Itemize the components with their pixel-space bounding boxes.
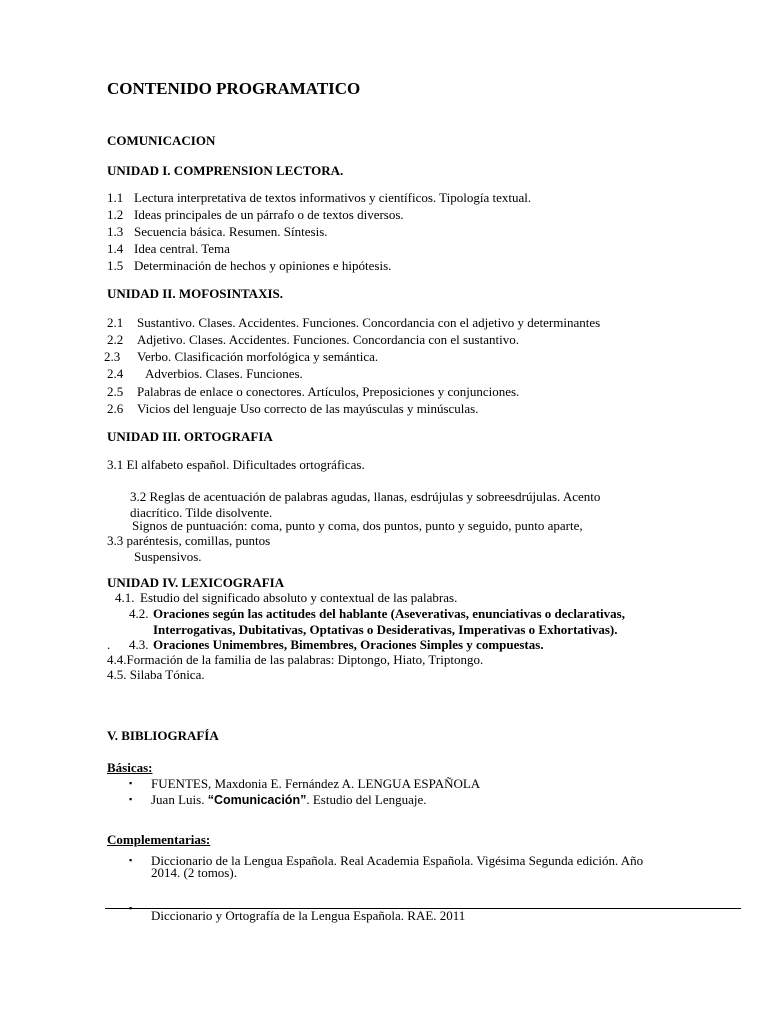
list-item-text: Verbo. Clasificación morfológica y semántica.: [137, 349, 379, 364]
bullet-icon: ▪: [129, 778, 133, 788]
complementary-item-2: Diccionario y Ortografía de la Lengua Española. RAE. 2011: [151, 908, 466, 923]
list-item-num: 2.1: [107, 315, 124, 330]
list-item-text: Ideas principales de un párrafo o de textos diversos.: [134, 207, 404, 222]
unit4-item-4: 4.4.Formación de la familia de las palabras: Diptongo, Hiato, Triptongo.: [107, 652, 484, 667]
subject-heading: COMUNICACION: [107, 133, 216, 148]
bullet-icon: ▪: [129, 855, 133, 865]
unit3-heading: UNIDAD III. ORTOGRAFIA: [107, 429, 273, 444]
list-item-text: Secuencia básica. Resumen. Síntesis.: [134, 224, 328, 239]
bullet-icon: ▪: [129, 794, 133, 804]
unit3-item-1: 3.1 El alfabeto español. Dificultades ortográficas.: [107, 457, 365, 472]
unit4-item-1-text: Estudio del significado absoluto y contextual de las palabras.: [140, 590, 458, 605]
unit2-heading: UNIDAD II. MOFOSINTAXIS.: [107, 286, 284, 301]
list-item-text: Adjetivo. Clases. Accidentes. Funciones. Concordancia con el sustantivo.: [137, 332, 519, 347]
list-item-num: 2.3: [104, 349, 121, 364]
complementary-item-1-line2: 2014. (2 tomos).: [151, 865, 237, 880]
page-title: CONTENIDO PROGRAMATICO: [107, 79, 361, 98]
unit3-item-2-line2: diacrítico. Tilde disolvente.: [130, 505, 273, 520]
list-item-text: Lectura interpretativa de textos informativos y científicos. Tipología textual.: [134, 190, 532, 205]
list-item-text: Determinación de hechos y opiniones e hipótesis.: [134, 258, 392, 273]
unit3-item-3-line1: Signos de puntuación: coma, punto y coma, dos puntos, punto y seguido, punto aparte,: [132, 518, 583, 533]
unit4-item-3-text: Oraciones Unimembres, Bimembres, Oraciones Simples y compuestas.: [153, 637, 544, 652]
list-item-num: 1.1: [107, 190, 124, 205]
unit4-item-2-line2: Interrogativas, Dubitativas, Optativas o Desiderativas, Imperativas o Exhortativas).: [153, 622, 618, 637]
unit1-heading: UNIDAD I. COMPRENSION LECTORA.: [107, 163, 344, 178]
basic-item-2-author: Juan Luis.: [151, 792, 208, 807]
list-item-num: 2.4: [107, 366, 124, 381]
basic-item-2-title: “Comunicación”: [207, 793, 307, 807]
list-item-num: 1.4: [107, 241, 124, 256]
list-item-num: 1.3: [107, 224, 124, 239]
unit4-heading: UNIDAD IV. LEXICOGRAFIA: [107, 575, 285, 590]
complementary-label: Complementarias:: [107, 832, 211, 847]
list-item-num: 1.2: [107, 207, 124, 222]
unit4-item-3-num: 4.3.: [129, 637, 149, 652]
unit3-item-3-line3: Suspensivos.: [134, 549, 202, 564]
unit4-item-3-dot: .: [107, 637, 111, 652]
unit3-item-2-line1: 3.2 Reglas de acentuación de palabras agudas, llanas, esdrújulas y sobreesdrújulas. Acento: [130, 489, 601, 504]
list-item-num: 2.2: [107, 332, 124, 347]
list-item-text: Idea central. Tema: [134, 241, 230, 256]
unit4-item-1-num: 4.1.: [115, 590, 135, 605]
list-item-num: 2.5: [107, 384, 124, 399]
unit4-item-5: 4.5. Silaba Tónica.: [107, 667, 205, 682]
basic-label: Básicas:: [107, 760, 153, 775]
bibliography-heading: V. BIBLIOGRAFÍA: [107, 728, 219, 743]
complementary-item-1-line1: Diccionario de la Lengua Española. Real Academia Española. Vigésima Segunda edición. Año: [151, 853, 644, 868]
list-item-text: Adverbios. Clases. Funciones.: [145, 366, 303, 381]
basic-item-2: [151, 792, 427, 808]
list-item-text: Vicios del lenguaje Uso correcto de las mayúsculas y minúsculas.: [137, 401, 479, 416]
basic-item-2-rest: . Estudio del Lenguaje.: [306, 792, 427, 807]
list-item-num: 2.6: [107, 401, 124, 416]
basic-item-1: FUENTES, Maxdonia E. Fernández A. LENGUA ESPAÑOLA: [151, 776, 481, 791]
unit3-item-3-line2: 3.3 paréntesis, comillas, puntos: [107, 533, 271, 548]
list-item-text: Sustantivo. Clases. Accidentes. Funciones. Concordancia con el adjetivo y determinantes: [137, 315, 601, 330]
unit4-item-2-line1: Oraciones según las actitudes del hablante (Aseverativas, enunciativas o declarativas,: [153, 606, 625, 621]
list-item-text: Palabras de enlace o conectores. Artículos, Preposiciones y conjunciones.: [137, 384, 520, 399]
unit4-item-2-num: 4.2.: [129, 606, 149, 621]
list-item-num: 1.5: [107, 258, 124, 273]
